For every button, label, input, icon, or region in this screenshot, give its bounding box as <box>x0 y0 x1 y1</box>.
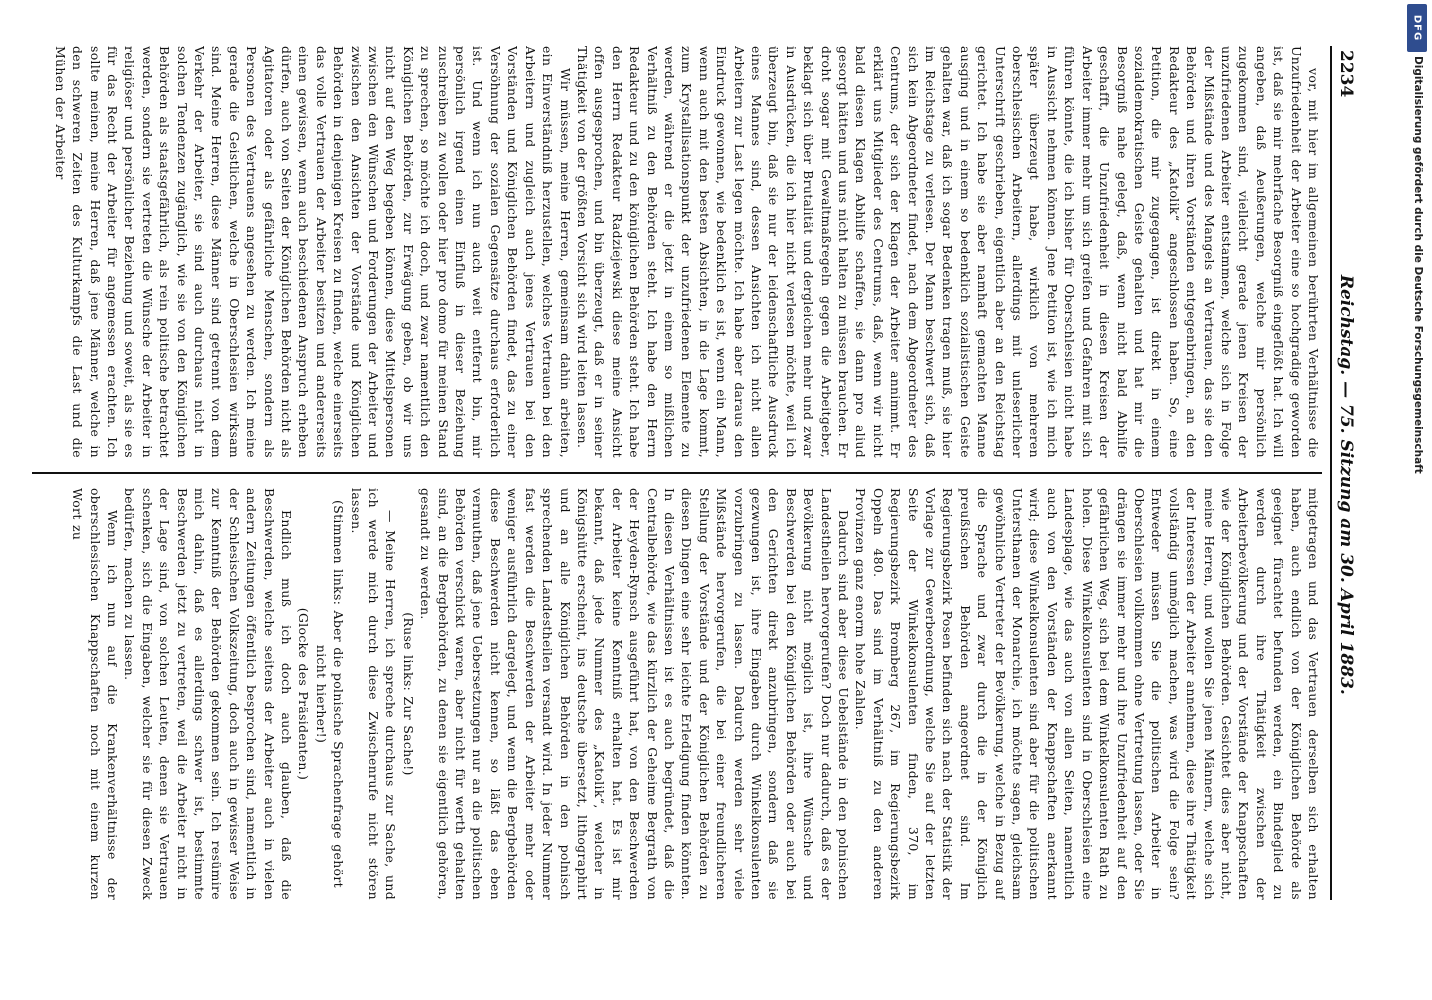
speaker-paragraph: — Meine Herren, ich spreche durchaus zur Sache, und ich werde mich durch diese Zwischenrufe nicht stören lassen. <box>348 488 399 900</box>
dfg-watermark <box>1404 0 1430 1000</box>
left-column <box>32 46 1322 472</box>
text-columns <box>32 46 1322 900</box>
right-paragraph-1: mitgetragen und das Vertrauen derselben sich erhalten haben, auch endlich von der Königlichen Behörde als geeignet fürachtet befunden werden, ein Bindeglied zu werden durch ihre Thätigkeit zwischen der Arbeiterbevölkerung und der Vorstände der Knappschaften wie der Königlichen Behörden. Gesichtet dies aber nicht, meine Herren, und wollen Sie jenen Männern, welche sich der Interessen der Arbeiter annehmen, diese ihre Thätigkeit vollständig unmöglich machen, was wird die Folge sein? Entweder müssen Sie die politischen Arbeiter in Oberschlesien vollkommen ohne Vertretung lassen, oder Sie drängen sie immer mehr und ihre Unzufriedenheit auf den gefährlichen Weg, sich bei dem Winkelkonsulenten Rath zu holen. Diese Winkelkonsulenten sind in Oberschlesien eine Landesplage, wie das auch von allen Seiten, namentlich auch von den Vorständen der Knappschaften anerkannt wird; diese Winkelkonsulenten sind aber für die politischen Untersthanen der Monarchie, ich möchte sagen, gleichsam gewöhnliche Vertreter der Bevölkerung, welche in Bezug auf die Sprache und zwar durch die in der Königlich preußischen Behörden angeordnet sind. Im Regierungsbezirk Posen befinden sich nach der Statistik der Vorlage zur Gewerbeordnung, welche Sie auf der letzten Seite der Winkelkonsulenten finden, 370, im Regierungsbezirk Bromberg 267, im Regierungsbezirk Oppeln 480. Das sind im Verhältniß zu den anderen Provinzen ganz enorm hohe Zahlen. <box>853 488 1321 900</box>
running-head <box>1330 46 1356 900</box>
running-head-spacer <box>1336 872 1356 896</box>
dfg-logo-icon <box>1407 4 1427 52</box>
page-number: 2234 <box>1336 50 1356 98</box>
right-column <box>32 474 1322 900</box>
right-paragraph-3: Endlich muß ich doch auch glauben, daß die Beschwerden, welche seitens der Arbeiter auch in vielen andern Zeitungen öffentlich besprochen sind, namentlich in der Schlesischen Volkszeitung, doch auch in gewisser Weise zur Kenntniß der Behörden gekommen sein. Ich resümire mich dahin, daß es allerdings schwer ist, bestimmte Beschwerden jetzt zu vertreten, weil die Arbeiter nicht in der Lage sind, von solchen Leuten, denen sie Vertrauen schenken, sich die Eingaben, welcher sie für diesen Zweck bedürfen, machen zu lassen. <box>122 488 295 900</box>
left-paragraph-1: vor, mit hier im allgemeinen berührten Verhältnisse die Unzufriedenheit der Arbeiter eine so hochgradige geworden ist, daß sie mir mehrfache Besorgniß eingeflößt hat. Ich will angeben, daß Aeußerungen, welche mir persönlich zugekommen sind, vielleicht gerade jenen Kreisen der unzufriedenen Arbeiter entstammen, welche sich in Folge der Mißstände und des Mangels an Vertrauen, das sie den Behörden und ihren Vorständen entgegenbringen, an den Redakteur des „Katolik“ angeschlossen haben. So, eine Petition, die mir zugegangen, ist direkt in einem sozialdemokratischen Geiste gehalten und hat mir die Besorgniß nahe gelegt, daß, wenn nicht bald Abhilfe geschafft, die Unzufriedenheit in diesen Kreisen der Arbeiter immer mehr um sich greifen und Gefahren mit sich führen könnte, die ich bisher für Oberschlesien nicht habe in Aussicht nehmen können. Jene Petition ist, wie ich mich später überzeugt habe, wirklich von mehreren oberschlesischen Arbeitern, allerdings mit unleserlicher Unterschrift geschrieben, eigentlich aber an den Reichstag gerichtet. Ich habe sie aber namhaft gemachten Manne ausging und in einem so bedenklich sozialistischen Geiste gehalten war, daß ich sogar Bedenken tragen muß, sie hier im Reichstage zu verlesen. Der Mann beschwert sich, daß sich kein Abgeordneter findet, nach dem Abgeordneter des Centrums, der sich der Klagen der Arbeiter annimmt. Er erklärt uns Mitglieder des Centrums, daß, wenn wir nicht bald diesen Klagen Abhilfe schaffen, sie dann pro aliud gesorgt hätten und uns nicht halten zu müssen brauchen. Er droht sogar mit Gewaltmaßregeln gegen die Arbeitgeber, beklagt sich über Brutalität und dergleichen mehr und zwar in Ausdrücken, die ich hier nicht verlesen möchte, weil ich überzeugt bin, daß sie nur der leidenschaftliche Ausdruck eines Mannes sind, dessen Ansichten ich nicht allen Arbeitern zur Last legen möchte. Ich habe aber daraus den Eindruck gewonnen, wie bedenklich es ist, wenn ein Mann, wenn auch mit den besten Absichten, in die Lage kommt, zum Krystallisationspunkt der unzufriedenen Elemente zu werden, während er die jetzt in einem so mißlichen Verhältniß zu den Behörden steht. Ich habe den Herrn Redakteur und zu den königlichen Behörden steht. Ich habe den Herrn Redakteur Radziejewski diese meine Ansicht offen ausgesprochen, und bin überzeugt, daß er in seiner Thätigkeit von der größten Vorsicht sich wird leiten lassen. <box>574 46 1321 458</box>
dfg-logo-text: DFG <box>1411 14 1423 42</box>
right-paragraph-2: Dadurch sind aber diese Uebelstände in den polnischen Landestheilen hervorgerufen? Doch nur dadurch, daß es der Bevölkerung nicht möglich ist, ihre Wünsche und Beschwerden bei den Königlichen Behörden oder auch bei den Gerichten direkt anzubringen, sondern daß sie gezwungen ist, ihre Eingaben durch Winkelkonsulenten vorzubringen zu lassen. Dadurch werden sehr viele Mißstände hervorgerufen, die bei einer freundlicheren Stellung der Vorstände und der Königlichen Behörden zu diesen Dingen eine sehr leichte Erledigung finden könnten. In diesen Verhältnissen ist es auch begründet, daß die Centralbehörde, wie das kürzlich der Geheime Bergrath von der Heyden-Rynsch ausgeführt hat, von den Beschwerden der Arbeiter keine Kenntniß erhalten hat. Es ist mir bekannt, daß jede Nummer des „Katolik“, welcher in Königshütte erscheint, ins deutsche übersetzt, lithographirt und an alle Königlichen Behörden in den polnisch sprechenden Landestheilen versandt wird. In jeder Nummer fast werden die Beschwerden der Arbeiter mehr oder weniger ausführlich dargelegt, und wenn die Bergbehörden diese Beschwerden nicht kennen, so läßt das eben vermuthen, daß jene Uebersetzungen nur an die politischen Behörden verschickt waren, aber nicht für werth gehalten sind, an die Bergbehörden, zu denen sie eigentlich gehören, gesandt zu werden. <box>418 488 852 900</box>
interjection-sprachenfrage: (Stimmen links: Aber die polnische Sprachenfrage gehört nicht hierher!) <box>313 500 347 888</box>
president-bell: (Glocke des Präsidenten.) <box>296 607 312 781</box>
right-paragraph-4: Wenn ich nun auf die Krankenverhältnisse der oberschlesischen Knappschaften noch mit einem kurzen Wort zu <box>70 488 120 900</box>
left-paragraph-2: Wir müssen, meine Herren, gemeinsam dahin arbeiten, ein Einverständniß herzustellen, welches Vertrauen bei den Arbeitern und zugleich auch jenes Vertrauen bei den Vorständen und Königlichen Behörden findet, das zu einer Versöhnung der sozialen Gegensätze durchaus erforderlich ist. Und wenn ich nun auch weit entfernt bin, mir persönlich irgend einen Einfluß in dieser Beziehung zuschreiben zu wollen oder hier pro domo für meinen Stand zu sprechen, so möchte ich doch, und zwar namentlich den Königlichen Behörden, zur Erwägung geben, ob wir uns nicht auf den Weg begeben können, diese Mittelspersonen zwischen den Wünschen und Forderungen der Arbeiter und zwischen den Ansichten der Vorstände und Königlichen Behörden in denjenigen Kreisen zu finden, welche einerseits das volle Vertrauen der Arbeiter besitzen und andererseits einen gewissen, wenn auch beschiedenen Anspruch erheben dürfen, auch von Seiten der Königlichen Behörden nicht als Agitatoren oder als gefährliche Menschen, sondern als Personen des Vertrauens angesehen zu werden. Ich meine gerade die Geistlichen, welche in Oberschlesien wirksam sind. Meine Herren, diese Männer sind getrennt von dem Verkehr der Arbeiter, sie sind auch durchaus nicht in solchen Tendenzen zugänglich, wie sie von den Königlichen Behörden als staatsgefährlich, als rein politische betrachtet werden, sondern sie vertreten die Wünsche der Arbeiter in religiöser und persönlicher Beziehung und soweit, als sie es für das Recht der Arbeiter für angemessen erachten. Ich sollte meinen, meine Herren, daß jene Männer, welche in den schweren Zeiten des Kulturkampfs die Last und die Mühen der Arbeiter <box>52 46 573 458</box>
watermark-text: Digitalisierung gefördert durch die Deutsche Forschungsgemeinschaft <box>1412 56 1424 474</box>
interjection-zur-sache: (Ruse links: Zur Sache!) <box>400 612 416 776</box>
session-title: Reichstag. — 75. Sitzung am 30. April 1883. <box>1336 274 1356 695</box>
